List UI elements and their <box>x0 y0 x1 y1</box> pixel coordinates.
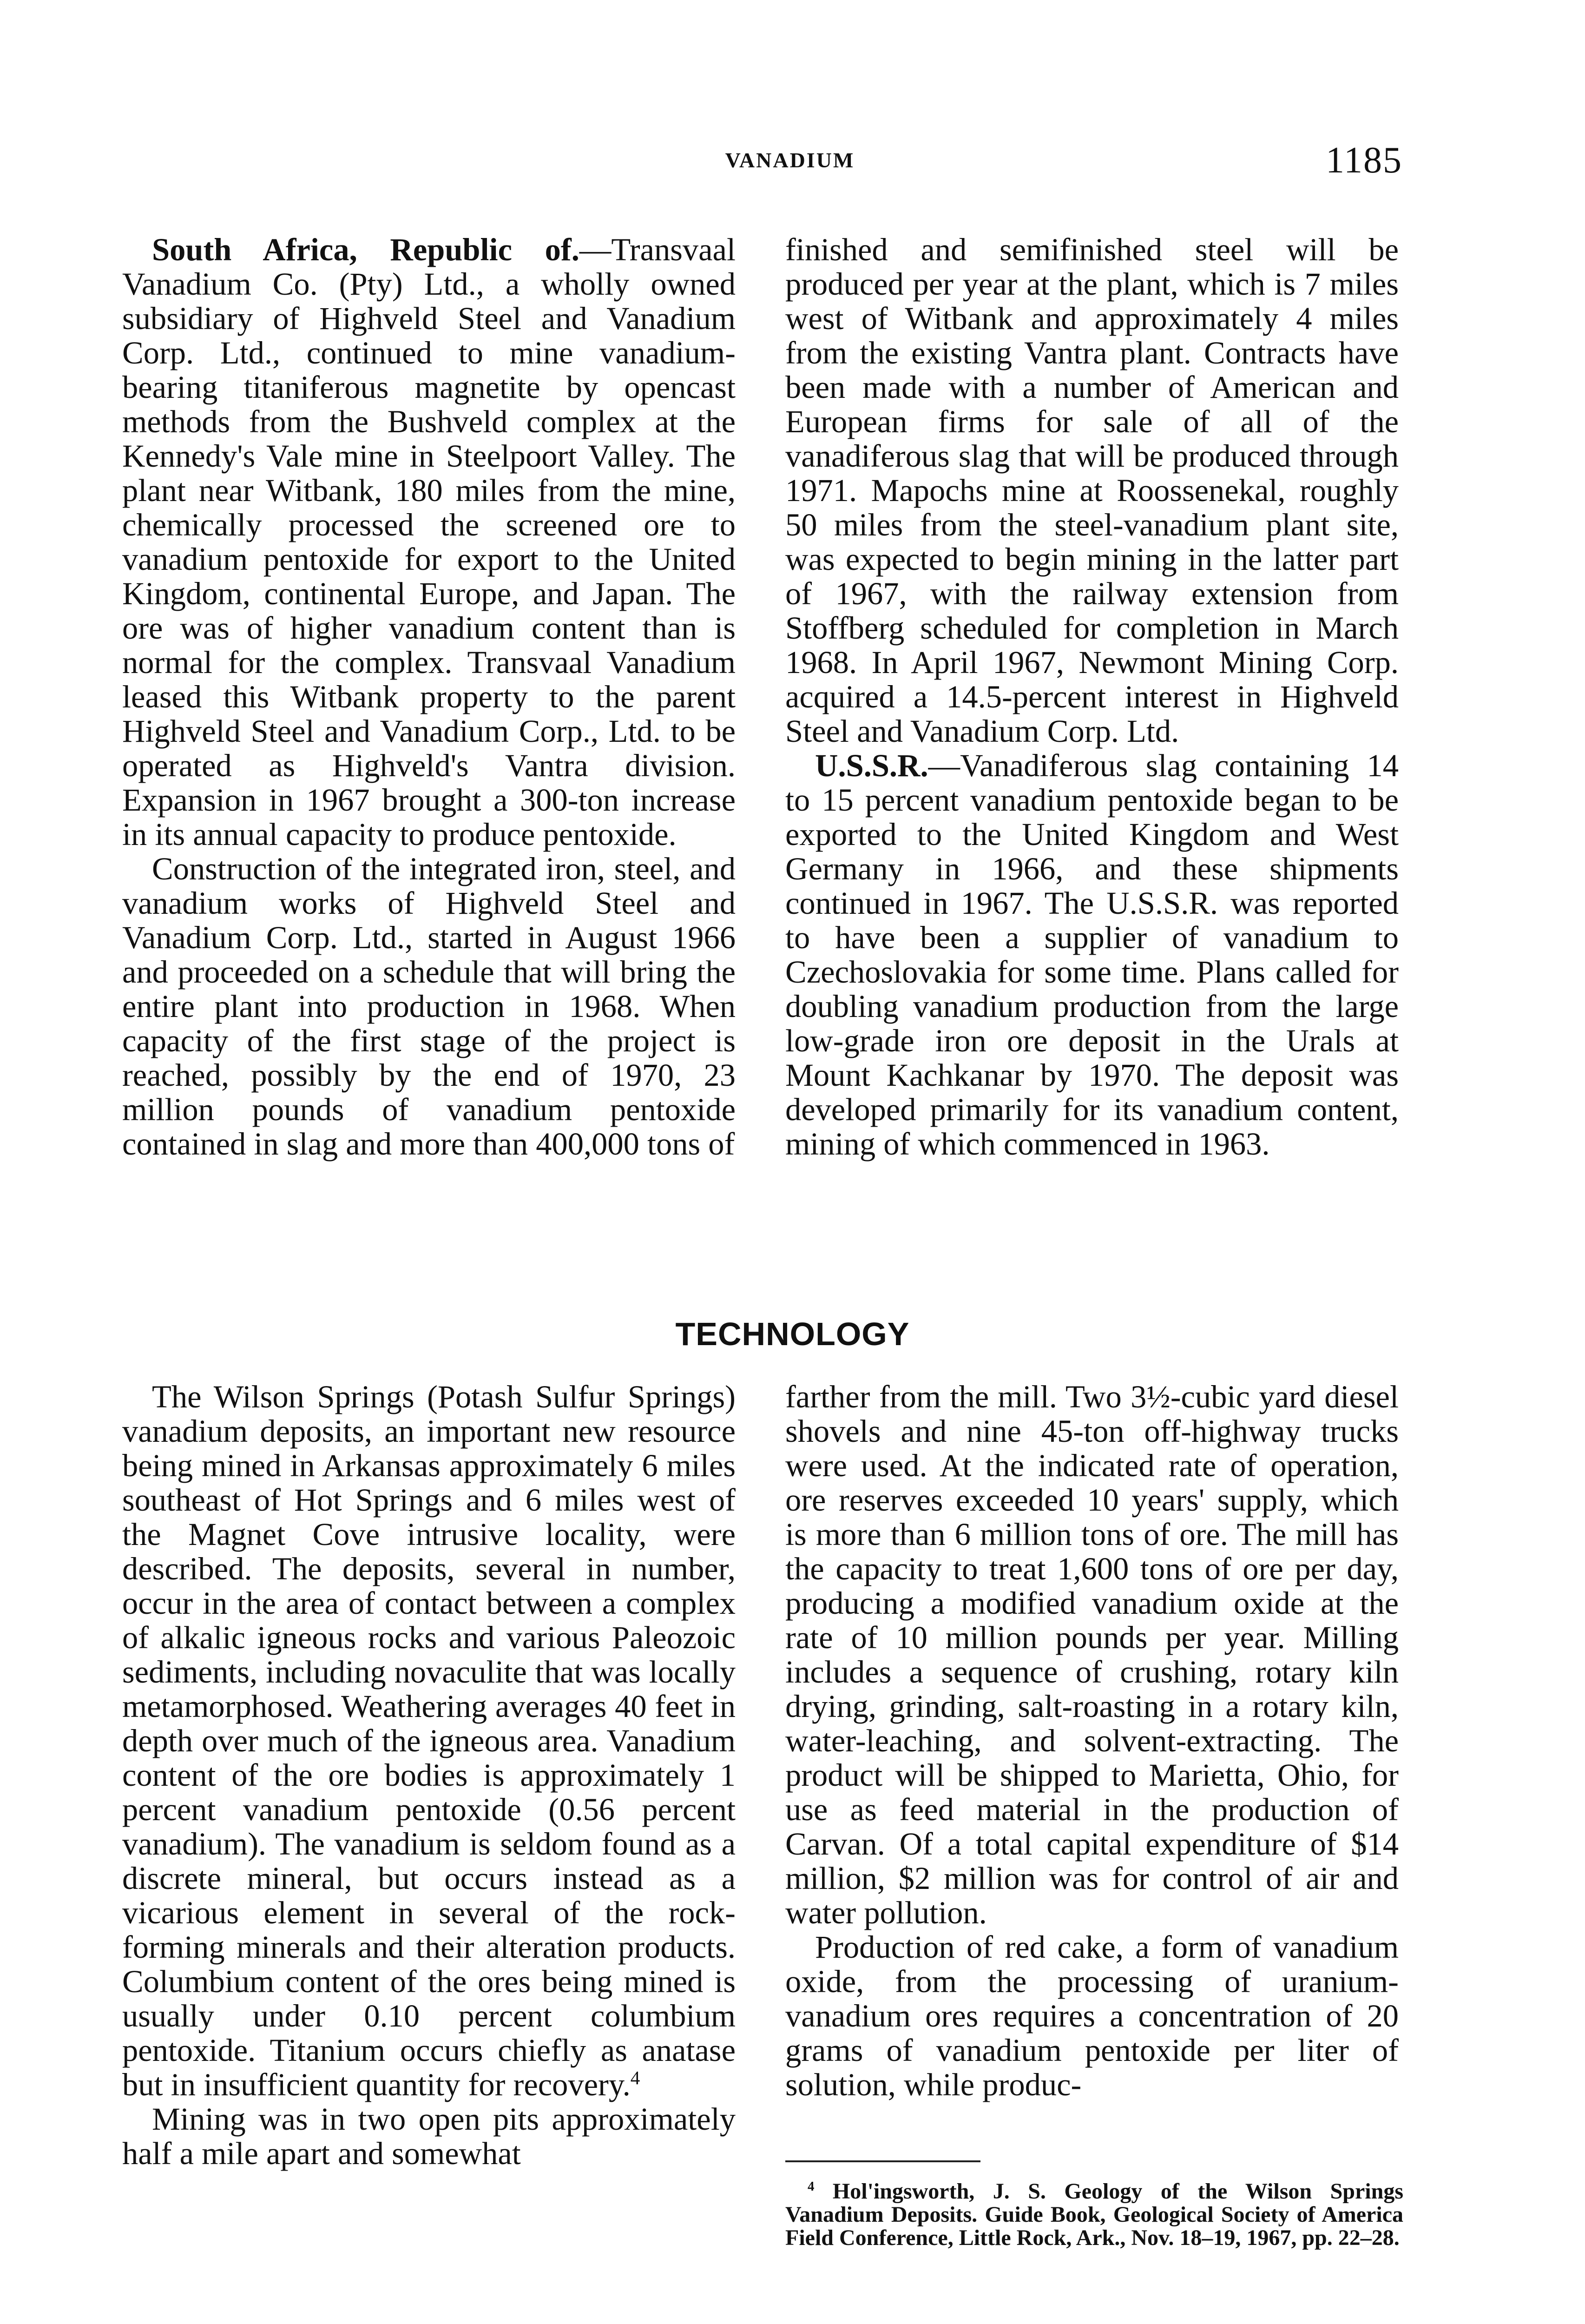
lower-left-column <box>122 1380 736 2171</box>
running-title: VANADIUM <box>725 148 855 172</box>
upper-left-column <box>122 232 736 1161</box>
mining-paragraph: Mining was in two open pits approximately half a mile apart and somewhat <box>122 2101 736 2171</box>
south-africa-paragraph <box>122 232 736 852</box>
ussr-run-in: U.S.S.R. <box>815 748 928 783</box>
wilson-springs-text: The Wilson Springs (Potash Sulfur Springs) vanadium deposits, an important new resource being mined in Arkansas approximately 6 miles southeast of Hot Springs and 6 miles west of the Magnet Cove intrusive locality, were described. The deposits, several in number, occur in the area of contact between a complex of alkalic igneous rocks and various Paleozoic sediments, including novaculite that was locally metamorphosed. Weathering averages 40 feet in depth over much of the igneous area. Vanadium content of the ore bodies is approximately 1 percent vanadium pentoxide (0.56 percent vanadium). The vanadium is seldom found as a discrete mineral, but occurs instead as a vicarious element in several of the rock-forming minerals and their alteration products. Columbium content of the ores being mined is usually under 0.10 percent columbium pentoxide. Titanium occurs chiefly as anatase but in insufficient quantity for recovery. <box>122 1379 736 2102</box>
red-cake-paragraph: Production of red cake, a form of vanadium oxide, from the processing of uranium-vanadium ores requires a concentration of 20 grams of vanadium pentoxide per liter of solution, while produc- <box>785 1929 1399 2102</box>
mining-paragraph-continued: farther from the mill. Two 3½-cubic yard diesel shovels and nine 45-ton off-highway trucks were used. At the indicated rate of operation, ore reserves exceeded 10 years' supply, which is more than 6 million tons of ore. The mill has the capacity to treat 1,600 tons of ore per day, producing a modified vanadium oxide at the rate of 10 million pounds per year. Milling includes a sequence of crushing, rotary kiln drying, grinding, salt-roasting in a rotary kiln, water-leaching, and solvent-extracting. The product will be shipped to Marietta, Ohio, for use as feed material in the production of Carvan. Of a total capital expenditure of $14 million, $2 million was for control of air and water pollution. <box>785 1379 1399 1930</box>
wilson-springs-paragraph <box>122 1380 736 2102</box>
lower-right-column <box>785 1380 1399 2102</box>
ussr-paragraph <box>785 748 1399 1161</box>
footnote-divider <box>785 2160 980 2162</box>
technology-heading: TECHNOLOGY <box>675 1316 910 1352</box>
footnote <box>785 2180 1403 2250</box>
construction-paragraph-continued: finished and semifinished steel will be produced per year at the plant, which is 7 miles west of Witbank and approximately 4 miles from the existing Vantra plant. Contracts have been made with a number of American and European firms for sale of all of the vanadiferous slag that will be produced through 1971. Mapochs mine at Roossenekal, roughly 50 miles from the steel-vanadium plant site, was expected to begin mining in the latter part of 1967, with the railway extension from Stoffberg scheduled for completion in March 1968. In April 1967, Newmont Mining Corp. acquired a 14.5-percent interest in Highveld Steel and Vanadium Corp. Ltd. <box>785 232 1399 749</box>
construction-paragraph: Construction of the integrated iron, steel, and vanadium works of Highveld Steel and Vanadium Corp. Ltd., started in August 1966 and proceeded on a schedule that will bring the entire plant into production in 1968. When capacity of the first stage of the project is reached, possibly by the end of 1970, 23 million pounds of vanadium pentoxide contained in slag and more than 400,000 tons of <box>122 851 736 1162</box>
footnote-text: Hol'ingsworth, J. S. Geology of the Wilson Springs Vanadium Deposits. Guide Book, Geological Society of America Field Conference, Little Rock, Ark., Nov. 18–19, 1967, pp. 22–28. <box>785 2179 1403 2250</box>
page-number: 1185 <box>1325 140 1402 181</box>
ussr-text: —Vanadiferous slag containing 14 to 15 percent vanadium pentoxide began to be exported to the United Kingdom and West Germany in 1966, and these shipments continued in 1967. The U.S.S.R. was reported to have been a supplier of vanadium to Czechoslovakia for some time. Plans called for doubling vanadium production from the large low-grade iron ore deposit in the Urals at Mount Kachkanar by 1970. The deposit was developed primarily for its vanadium content, mining of which commenced in 1963. <box>785 748 1399 1162</box>
footnote-marker: 4 <box>808 2179 815 2194</box>
footnote-reference: 4 <box>630 2067 640 2089</box>
upper-right-column <box>785 232 1399 1161</box>
south-africa-run-in: South Africa, Republic of. <box>152 232 579 267</box>
south-africa-text: —Transvaal Vanadium Co. (Pty) Ltd., a wholly owned subsidiary of Highveld Steel and Vanadium Corp. Ltd., continued to mine vanadium-bearing titaniferous magnetite by opencast methods from the Bushveld complex at the Kennedy's Vale mine in Steelpoort Valley. The plant near Witbank, 180 miles from the mine, chemically processed the screened ore to vanadium pentoxide for export to the United Kingdom, continental Europe, and Japan. The ore was of higher vanadium content than is normal for the complex. Transvaal Vanadium leased this Witbank property to the parent Highveld Steel and Vanadium Corp., Ltd. to be operated as Highveld's Vantra division. Expansion in 1967 brought a 300-ton increase in its annual capacity to produce pentoxide. <box>122 232 736 852</box>
